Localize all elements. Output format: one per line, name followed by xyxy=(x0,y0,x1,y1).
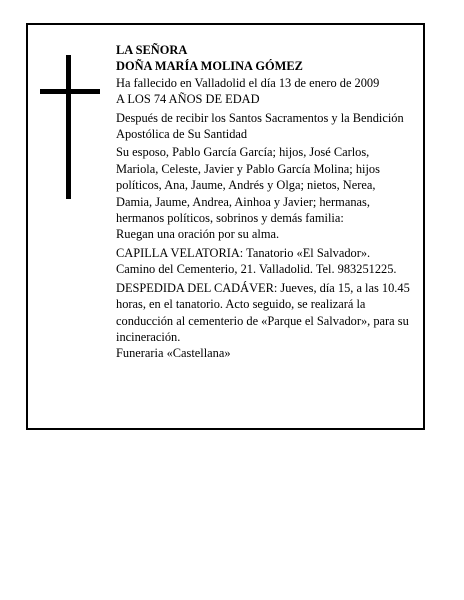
title-line: LA SEÑORA xyxy=(116,43,188,57)
family-paragraph: Su esposo, Pablo García García; hijos, José Carlos, Mariola, Celeste, Javier y Pablo García Molina; hijos políticos, Ana, Jaume, Andrés y Olga; nietos, Nerea, Damia, Jaume, Andrea, Ainhoa y Javier; hermanas, hermanos políticos, sobrinos y demás familia: xyxy=(116,145,380,226)
notice-text xyxy=(116,42,412,362)
prayer-line: Ruegan una oración por su alma. xyxy=(116,227,280,242)
obituary-notice xyxy=(26,23,425,430)
age-line: A LOS 74 AÑOS DE EDAD xyxy=(116,92,260,107)
death-line: Ha fallecido en Valladolid el día 13 de enero de 2009 xyxy=(116,75,380,90)
chapel-paragraph: CAPILLA VELATORIA: Tanatorio «El Salvador». Camino del Cementerio, 21. Valladolid. Tel. 983251225. xyxy=(116,245,397,277)
deceased-name: DOÑA MARÍA MOLINA GÓMEZ xyxy=(116,59,303,74)
farewell-paragraph: DESPEDIDA DEL CADÁVER: Jueves, día 15, a las 10.45 horas, en el tanatorio. Acto seguido, se realizará la conducción al cementerio de «Parque el Salvador», para su incineración. xyxy=(116,280,410,344)
funeral-home: Funeraria «Castellana» xyxy=(116,346,231,361)
cross-icon xyxy=(40,55,100,199)
sacraments-paragraph: Después de recibir los Santos Sacramentos y la Bendición Apostólica de Su Santidad xyxy=(116,110,404,142)
